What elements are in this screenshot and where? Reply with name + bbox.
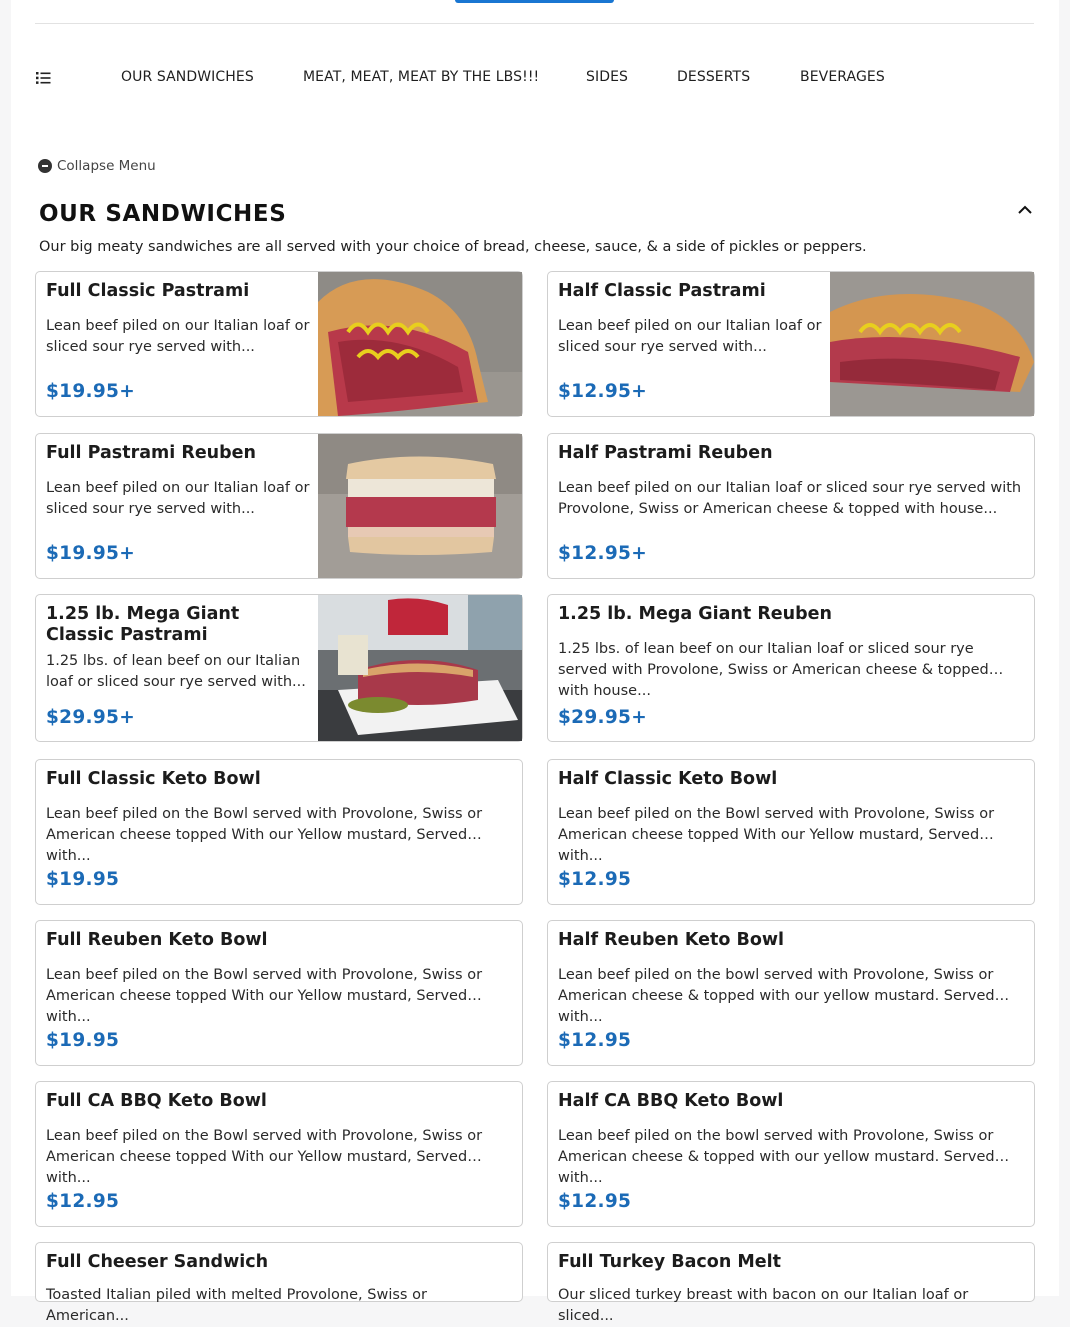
item-description: Our sliced turkey breast with bacon on our Italian loaf or sliced... (558, 1287, 969, 1324)
list-icon[interactable] (36, 71, 52, 85)
menu-card[interactable] (547, 594, 1035, 742)
item-price: $29.95+ (558, 707, 647, 728)
item-description: Lean beef piled on our Italian loaf or sliced sour rye served with... (46, 480, 310, 517)
item-name: Half Classic Keto Bowl (558, 769, 778, 789)
menu-card[interactable] (35, 433, 523, 579)
item-price: $19.95+ (46, 543, 135, 564)
menu-card[interactable] (35, 594, 523, 742)
menu-page (11, 0, 1059, 1324)
item-name: 1.25 lb. Mega Giant Classic Pastrami (46, 604, 240, 645)
minus-circle-icon (38, 159, 52, 173)
item-name: Full Reuben Keto Bowl (46, 930, 268, 950)
top-action-button[interactable] (455, 0, 614, 3)
menu-card[interactable] (35, 1242, 523, 1324)
item-name: Full CA BBQ Keto Bowl (46, 1091, 267, 1111)
item-description: Lean beef piled on the bowl served with Provolone, Swiss or American cheese & topped with our yellow mustard. Served with... (558, 967, 995, 1025)
item-price: $19.95 (46, 1030, 120, 1051)
item-description: 1.25 lbs. of lean beef on our Italian loaf or sliced sour rye served with Provolone, Swiss or American cheese & topped with house... (558, 641, 989, 699)
item-price: $29.95+ (46, 707, 135, 728)
menu-card[interactable] (35, 920, 523, 1066)
menu-card[interactable] (35, 271, 523, 417)
chevron-up-icon[interactable] (1017, 203, 1033, 217)
collapse-menu-button[interactable] (38, 157, 156, 175)
section-title: OUR SANDWICHES (39, 201, 287, 227)
item-description: 1.25 lbs. of lean beef on our Italian loaf or sliced sour rye served with... (46, 653, 306, 690)
nav-item-our-sandwiches[interactable]: OUR SANDWICHES (121, 69, 254, 85)
item-name: Half Classic Pastrami (558, 281, 766, 301)
item-description: Lean beef piled on the Bowl served with Provolone, Swiss or American cheese topped With our Yellow mustard, Served with... (46, 806, 483, 864)
item-name: Full Pastrami Reuben (46, 443, 256, 463)
nav-item-beverages[interactable]: BEVERAGES (800, 69, 885, 85)
item-price: $12.95 (558, 1030, 632, 1051)
mega-giant-sandwich-photo (318, 595, 522, 741)
item-name: 1.25 lb. Mega Giant Reuben (558, 604, 832, 624)
pastrami-sandwich-photo (318, 272, 522, 416)
nav-item-desserts[interactable]: DESSERTS (677, 69, 751, 85)
menu-card[interactable] (35, 759, 523, 905)
item-price: $12.95 (46, 1191, 120, 1212)
section-description: Our big meaty sandwiches are all served with your choice of bread, cheese, sauce, & a side of pickles or peppers. (39, 239, 867, 255)
reuben-sandwich-photo (318, 434, 522, 578)
divider (35, 23, 1034, 24)
item-description: Lean beef piled on our Italian loaf or sliced sour rye served with... (46, 318, 310, 355)
category-nav (35, 58, 1034, 98)
item-description: Lean beef piled on our Italian loaf or sliced sour rye served with Provolone, Swiss or American cheese & topped with house... (558, 480, 1022, 517)
menu-card[interactable] (547, 920, 1035, 1066)
item-name: Half CA BBQ Keto Bowl (558, 1091, 784, 1111)
menu-card[interactable] (547, 1242, 1035, 1324)
nav-item-meat-by-the-lbs[interactable]: MEAT, MEAT, MEAT BY THE LBS!!! (303, 69, 540, 85)
menu-card[interactable] (35, 1081, 523, 1227)
item-price: $19.95 (46, 869, 120, 890)
nav-item-sides[interactable]: SIDES (586, 69, 629, 85)
item-description: Lean beef piled on the Bowl served with Provolone, Swiss or American cheese topped With our Yellow mustard, Served with... (558, 806, 995, 864)
item-description: Toasted Italian piled with melted Provolone, Swiss or American... (46, 1287, 427, 1324)
item-price: $12.95 (558, 1191, 632, 1212)
item-name: Full Classic Keto Bowl (46, 769, 261, 789)
pastrami-sandwich-photo (830, 272, 1034, 416)
menu-card[interactable] (547, 271, 1035, 417)
item-name: Full Cheeser Sandwich (46, 1252, 269, 1272)
item-name: Half Reuben Keto Bowl (558, 930, 785, 950)
item-price: $12.95+ (558, 381, 647, 402)
menu-card[interactable] (547, 433, 1035, 579)
item-price: $12.95+ (558, 543, 647, 564)
menu-card[interactable] (547, 1081, 1035, 1227)
collapse-menu-label: Collapse Menu (57, 158, 156, 174)
menu-card[interactable] (547, 759, 1035, 905)
item-description: Lean beef piled on the Bowl served with Provolone, Swiss or American cheese topped With our Yellow mustard, Served with... (46, 1128, 483, 1186)
item-description: Lean beef piled on the bowl served with Provolone, Swiss or American cheese & topped with our yellow mustard. Served with... (558, 1128, 995, 1186)
item-name: Full Turkey Bacon Melt (558, 1252, 782, 1272)
item-price: $12.95 (558, 869, 632, 890)
item-price: $19.95+ (46, 381, 135, 402)
item-description: Lean beef piled on the Bowl served with Provolone, Swiss or American cheese topped With our Yellow mustard, Served with... (46, 967, 483, 1025)
item-description: Lean beef piled on our Italian loaf or sliced sour rye served with... (558, 318, 822, 355)
item-name: Full Classic Pastrami (46, 281, 250, 301)
item-name: Half Pastrami Reuben (558, 443, 773, 463)
